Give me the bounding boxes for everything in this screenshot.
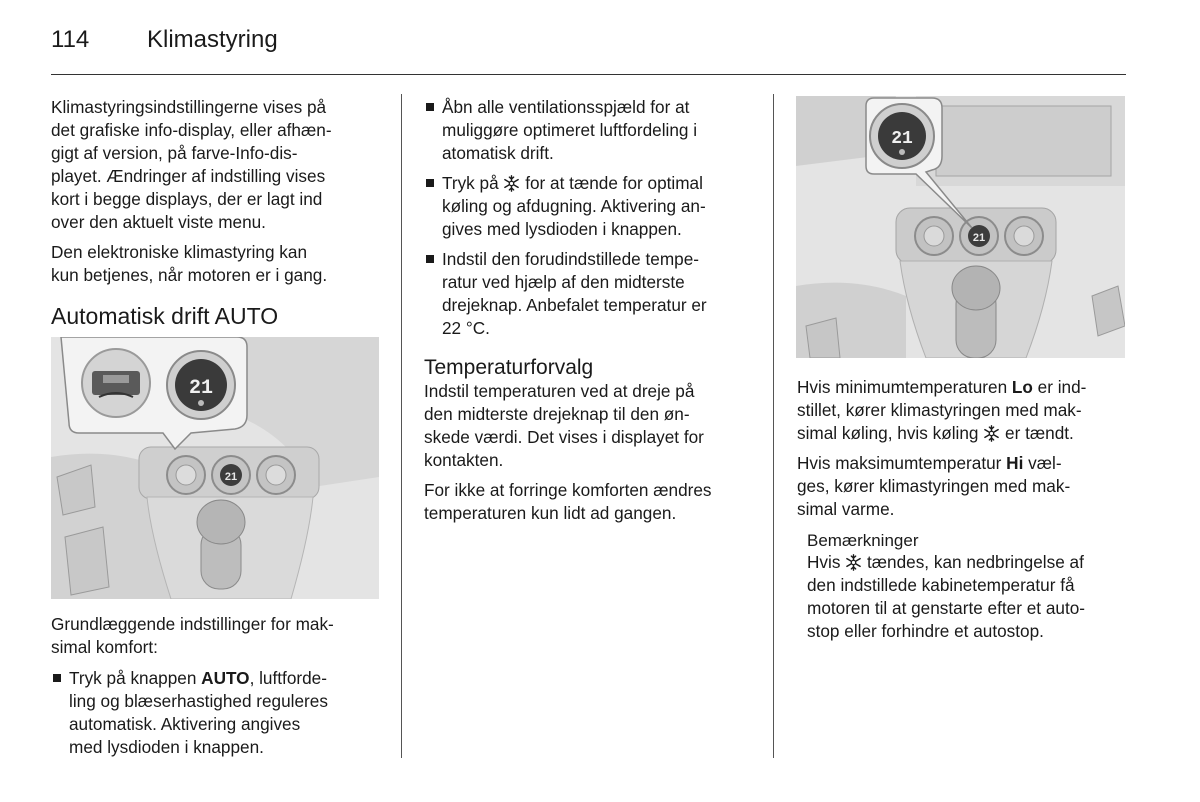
text-line: playet. Ændringer af indstilling vises <box>51 166 326 186</box>
column-2 <box>424 96 764 525</box>
text-line: Tryk på for at tænde for optimal <box>442 173 703 193</box>
lo-keyword: Lo <box>1011 377 1033 397</box>
intro-paragraph <box>51 96 391 234</box>
column-1-lower <box>51 613 391 759</box>
text-line: med lysdioden i knappen. <box>69 737 264 757</box>
text-line: kontakten. <box>424 450 504 470</box>
text-line: skede værdi. Det vises i displayet for <box>424 427 704 447</box>
text-line: stop eller forhindre et autostop. <box>807 621 1044 641</box>
text-line: simal køling, hvis køling er tændt. <box>797 423 1074 443</box>
column-divider-2 <box>773 94 774 758</box>
text-line: gives med lysdioden i knappen. <box>442 219 682 239</box>
basic-settings-paragraph <box>51 613 391 659</box>
climate-control-knob-figure <box>796 96 1125 358</box>
lo-paragraph <box>797 376 1127 445</box>
text-line: Indstil temperaturen ved at dreje på <box>424 381 695 401</box>
page-title: Klimastyring <box>147 26 278 53</box>
text-line: ling og blæserhastighed reguleres <box>69 691 328 711</box>
bullet-open-vents <box>424 96 764 165</box>
snowflake-icon <box>845 554 862 571</box>
square-bullet-icon <box>426 179 434 187</box>
text-line: Hvis tændes, kan nedbringelse af <box>807 552 1084 572</box>
operation-paragraph <box>51 241 391 287</box>
small-display-readout: 21 <box>972 232 986 244</box>
hi-paragraph <box>797 452 1127 521</box>
note-block <box>797 531 1127 643</box>
text-line: kun betjenes, når motoren er i gang. <box>51 265 328 285</box>
bullet-auto-button <box>51 667 391 759</box>
text-line: det grafiske info-display, eller afhæn- <box>51 120 332 140</box>
text-line: den indstillede kabinetemperatur få <box>807 575 1075 595</box>
page-number: 114 <box>51 26 90 53</box>
square-bullet-icon <box>53 674 61 682</box>
text-line: Hvis minimumtemperaturen Lo er ind- <box>797 377 1087 397</box>
text-line: stillet, kører klimastyringen med mak- <box>797 400 1082 420</box>
header-divider <box>51 74 1126 75</box>
text-line: Den elektroniske klimastyring kan <box>51 242 308 262</box>
text-line: automatisk. Aktivering angives <box>69 714 301 734</box>
zoomed-display-readout: 21 <box>188 377 214 400</box>
hi-keyword: Hi <box>1006 453 1024 473</box>
snowflake-icon <box>983 425 1000 442</box>
text-line: temperaturen kun lidt ad gangen. <box>424 503 677 523</box>
text-line: For ikke at forringe komforten ændres <box>424 480 712 500</box>
column-1 <box>51 96 391 330</box>
text-line: kort i begge displays, der er lagt ind <box>51 189 323 209</box>
section-heading-auto: Automatisk drift AUTO <box>51 303 279 329</box>
text-line: den midterste drejeknap til den øn- <box>424 404 690 424</box>
text-line: simal komfort: <box>51 637 158 657</box>
zoomed-display-readout: 21 <box>891 129 913 149</box>
note-heading: Bemærkninger <box>807 531 919 550</box>
text-line: Grundlæggende indstillinger for mak- <box>51 614 334 634</box>
square-bullet-icon <box>426 103 434 111</box>
text-line: ratur ved hjælp af den midterste <box>442 272 685 292</box>
comfort-paragraph <box>424 479 764 525</box>
text-line: over den aktuelt viste menu. <box>51 212 266 232</box>
text-line: ges, kører klimastyringen med mak- <box>797 476 1071 496</box>
snowflake-icon <box>503 175 520 192</box>
text-line: motoren til at genstarte efter et auto- <box>807 598 1086 618</box>
text-line: drejeknap. Anbefalet temperatur er <box>442 295 707 315</box>
bullet-preset-temperature <box>424 248 764 340</box>
auto-keyword: AUTO <box>201 668 250 688</box>
text-line: 22 °C. <box>442 318 490 338</box>
text-line: Indstil den forudindstillede tempe- <box>442 249 700 269</box>
text-line: Hvis maksimumtemperatur Hi væl- <box>797 453 1062 473</box>
temperature-paragraph <box>424 380 764 472</box>
text-line: køling og afdugning. Aktivering an- <box>442 196 706 216</box>
text-line: gigt af version, på farve-Info-dis- <box>51 143 298 163</box>
text-line: simal varme. <box>797 499 895 519</box>
column-divider-1 <box>401 94 402 758</box>
text-line: muliggøre optimeret luftfordeling i <box>442 120 698 140</box>
text-line: Åbn alle ventilationsspjæld for at <box>442 97 690 117</box>
small-display-readout: 21 <box>224 471 238 483</box>
text-line: Klimastyringsindstillingerne vises på <box>51 97 327 117</box>
climate-control-auto-figure <box>51 337 379 599</box>
square-bullet-icon <box>426 255 434 263</box>
bullet-cooling-button <box>424 172 764 241</box>
text-line: atomatisk drift. <box>442 143 554 163</box>
text-line: Tryk på knappen AUTO, luftforde- <box>69 668 327 688</box>
column-3 <box>797 376 1127 643</box>
section-heading-temperature: Temperaturforvalg <box>424 356 594 379</box>
